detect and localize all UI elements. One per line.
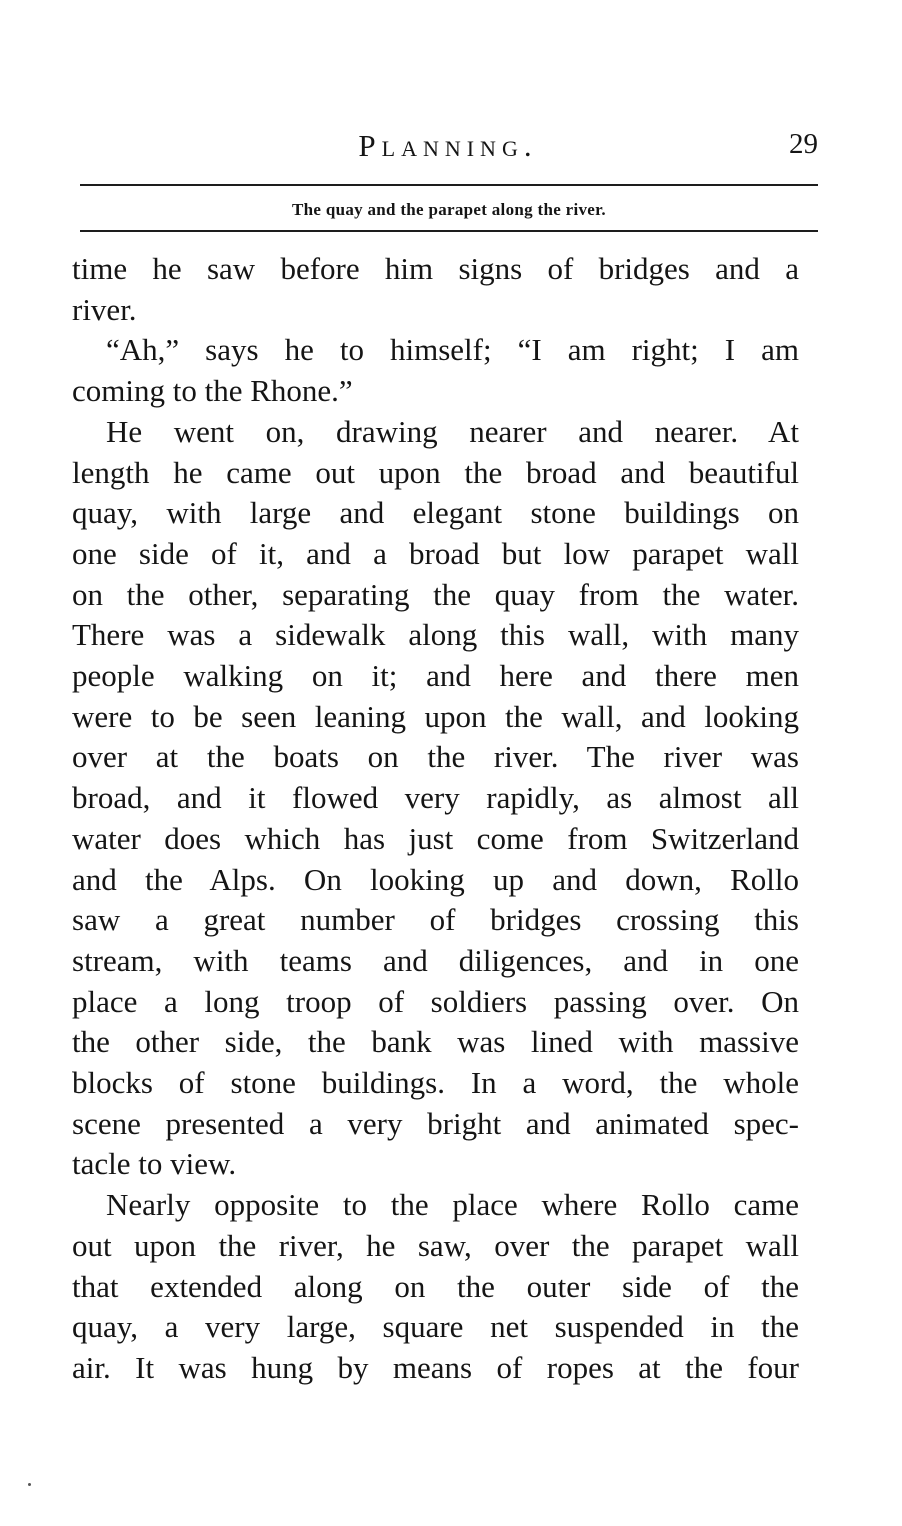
text-line: air. It was hung by means of ropes at the four [72,1349,799,1385]
text-line: the other side, the bank was lined with massive [72,1024,799,1060]
section-subtitle: The quay and the parapet along the river. [292,200,606,219]
text-line: scene presented a very bright and animated spec- [72,1105,799,1141]
text-line: out upon the river, he saw, over the parapet wall [72,1227,799,1263]
text-line: time he saw before him signs of bridges and a [72,251,799,286]
text-line: broad, and it flowed very rapidly, as almost all [72,780,799,816]
text-line: length he came out upon the broad and beautiful [72,454,799,490]
running-title: Planning. [358,128,538,163]
text-line: Nearly opposite to the place where Rollo came [106,1187,799,1223]
header-rule-top [80,184,818,186]
running-header [78,128,818,168]
text-line: on the other, separating the quay from the water. [72,576,799,612]
text-line: quay, a very large, square net suspended in the [72,1309,799,1345]
text-line: stream, with teams and diligences, and in one [72,942,799,978]
body-text [72,249,799,1389]
text-line: were to be seen leaning upon the wall, and looking [72,698,799,734]
text-line: He went on, drawing nearer and nearer. At [106,413,799,449]
text-line: one side of it, and a broad but low parapet wall [72,535,799,571]
text-line: people walking on it; and here and there men [72,658,799,694]
stray-mark [28,1483,31,1486]
text-line: There was a sidewalk along this wall, with many [72,617,799,653]
header-rule-bottom [80,230,818,232]
text-line: and the Alps. On looking up and down, Rollo [72,861,799,897]
text-line: quay, with large and elegant stone buildings on [72,495,799,531]
page-number: 29 [789,128,818,160]
text-line: river. [72,291,137,327]
text-line: tacle to view. [72,1146,237,1182]
text-line: “Ah,” says he to himself; “I am right; I am [106,332,799,368]
text-line: coming to the Rhone.” [72,373,353,409]
text-line: over at the boats on the river. The river was [72,739,799,775]
text-line: that extended along on the outer side of the [72,1268,799,1304]
text-line: water does which has just come from Switzerland [72,820,799,856]
text-line: place a long troop of soldiers passing over. On [72,983,799,1019]
text-line: saw a great number of bridges crossing this [72,902,799,938]
text-line: blocks of stone buildings. In a word, the whole [72,1065,799,1101]
